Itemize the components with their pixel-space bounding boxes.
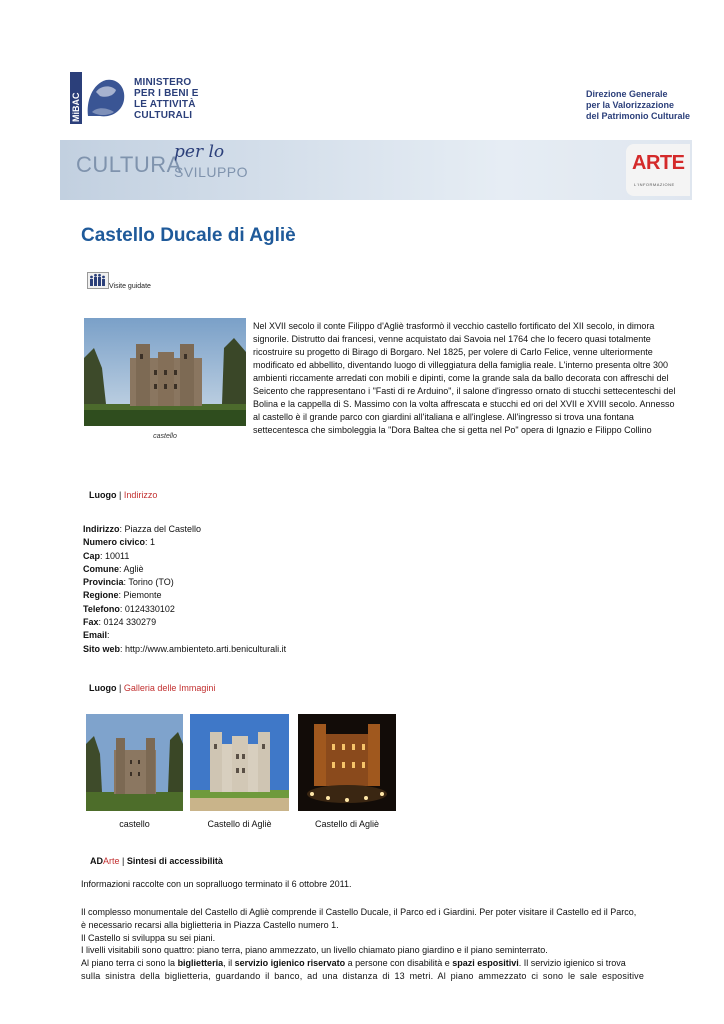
guided-tour-label[interactable]: Visite guidate — [109, 283, 151, 290]
banner-cultura: CULTURA — [76, 152, 182, 177]
arte-logo-sub: L'INFORMAZIONE — [634, 182, 675, 187]
acc-text-fragment: Al piano terra ci sono la — [81, 958, 178, 969]
ministry-line: CULTURALI — [134, 110, 193, 121]
luogo-separator: | — [119, 490, 122, 500]
banner-per-lo: per lo — [174, 142, 225, 162]
guided-tour-icon[interactable] — [87, 272, 109, 289]
acc-text-fragment: , il — [223, 958, 235, 969]
direzione-line: per la Valorizzazione — [586, 100, 675, 110]
address-value: : 0124 330279 — [98, 617, 157, 628]
direzione-line: del Patrimonio Culturale — [586, 111, 691, 121]
direzione-line: Direzione Generale — [586, 89, 668, 99]
address-label: Cap — [83, 550, 101, 561]
accessibility-intro: Informazioni raccolte con un sopralluogo terminato il 6 ottobre 2011. — [81, 879, 352, 889]
address-label: Sito web — [83, 643, 121, 654]
address-label: Regione — [83, 590, 119, 601]
accessibility-separator: | — [122, 856, 125, 866]
address-value: : Piazza del Castello — [119, 524, 202, 534]
address-row — [83, 589, 286, 602]
address-value: : Torino (TO) — [123, 577, 174, 588]
acc-bold-spazi: spazi espositivi — [452, 958, 519, 969]
address-value: : Agliè — [119, 563, 144, 574]
acc-text-fragment: a persone con disabilità e — [345, 958, 453, 969]
address-row — [83, 629, 286, 642]
address-label: Telefono — [83, 603, 120, 614]
address-label: Email — [83, 630, 108, 641]
address-row — [83, 536, 286, 549]
galleria-link[interactable]: Galleria delle Immagini — [123, 683, 216, 693]
address-row — [83, 550, 286, 563]
luogo-label: Luogo — [89, 683, 117, 693]
address-value: : 0124330102 — [119, 603, 175, 614]
accessibility-line: è necessario recarsi alla biglietteria in Piazza Castello numero 1. — [81, 919, 339, 930]
address-row — [83, 576, 286, 589]
accessibility-line: Il complesso monumentale del Castello di Agliè comprende il Castello Ducale, il Parco ed i Giardini. Per poter visitare il Castello ed il Parco, — [81, 907, 637, 917]
accessibility-line: I livelli visitabili sono quattro: piano terra, piano ammezzato, un livello chiamato piano giardino e il piano seminterrato. — [81, 945, 548, 956]
address-value: : Piemonte — [118, 590, 162, 601]
acc-text-fragment: . Il servizio igienico si trova — [518, 958, 626, 969]
gallery-caption: castello — [119, 819, 150, 829]
address-label: Indirizzo — [83, 524, 120, 534]
address-label: Fax — [83, 617, 99, 628]
banner-sviluppo: SVILUPPO — [174, 164, 249, 180]
cultura-banner — [60, 140, 692, 200]
address-value: : 1 — [145, 537, 156, 548]
gallery-photo-1[interactable] — [86, 714, 183, 811]
ministry-line: PER I BENI E — [134, 88, 199, 99]
address-block — [83, 523, 286, 656]
castle-photo-caption: castello — [153, 433, 177, 440]
address-label: Provincia — [83, 577, 124, 588]
accessibility-paragraph — [81, 906, 681, 983]
accessibility-header — [90, 856, 223, 866]
gallery-caption: Castello di Agliè — [314, 819, 380, 829]
address-value: : — [107, 630, 110, 641]
arte-logo — [626, 144, 690, 196]
section-header-galleria — [89, 683, 215, 693]
castle-description: Nel XVII secolo il conte Filippo d'Agliè trasformò il vecchio castello fortificato del XII secolo, in dimora signorile. Distrutto dai francesi, venne acquistato dai Savoia nel 1764 che lo fecero quasi totalmente ricostruire su progetto di Birago di Borgaro. Nel 1825, per volere di Carlo Felice, venne ulteriormente modificato ed abbellito, diventando luogo di villeggiatura della famiglia reale. L'interno presenta oltre 300 ambienti riccamente arredati con mobili e dipinti, come la grande sala da ballo decorata con affreschi del Seicento che rappresentano i "Fasti di re Arduino", il salone d'ingresso ornato di stucchi settecenteschi del Bolina e la cappella di S. Massimo con la volta affrescata e stucchi ed ori del XVII e XVIII secolo. Annesso al castello è il grande parco con giardini all'italiana e all'inglese. All'ingresso si trova una fontana settecentesca che simboleggia la "Dora Baltea che si getta nel Po" opera di Ignazio e Filippo Collino — [253, 321, 676, 435]
acc-bold-servizio: servizio igienico riservato — [234, 958, 346, 969]
accessibility-line — [81, 957, 681, 970]
arte-logo-word: ARTE — [632, 152, 685, 174]
section-header-indirizzo — [89, 490, 157, 500]
mibac-abbr: MiBAC — [71, 92, 81, 122]
accessibility-line: sulla sinistra della biglietteria, guardando il banco, ad una distanza di 13 metri. Al piano ammezzato ci sono le sale espositive — [81, 970, 645, 981]
address-row — [83, 603, 286, 616]
gallery-photo-2[interactable] — [190, 714, 289, 811]
accessibility-line: Il Castello si sviluppa su sei piani. — [81, 932, 216, 943]
address-label: Numero civico — [83, 537, 146, 548]
castle-photo[interactable] — [84, 318, 246, 426]
luogo-separator: | — [119, 683, 122, 693]
address-row — [83, 616, 286, 629]
ministry-name — [134, 77, 199, 121]
ad-label: AD — [90, 856, 103, 866]
mibac-logo — [70, 72, 130, 124]
ministry-line: MINISTERO — [134, 77, 192, 88]
accessibility-title: Sintesi di accessibilità — [126, 856, 223, 866]
website-link[interactable]: : http://www.ambienteto.arti.beniculturali.it — [120, 643, 287, 654]
address-value: : 10011 — [100, 550, 130, 561]
arte-label: Arte — [103, 856, 120, 866]
page-title: Castello Ducale di Agliè — [81, 225, 296, 246]
address-row — [83, 563, 286, 576]
luogo-label: Luogo — [89, 490, 117, 500]
ministry-line: LE ATTIVITÀ — [134, 99, 196, 110]
gallery-photo-3[interactable] — [298, 714, 396, 811]
gallery-caption: Castello di Agliè — [207, 819, 272, 829]
indirizzo-link[interactable]: Indirizzo — [123, 490, 158, 500]
address-row — [83, 643, 286, 656]
address-label: Comune — [83, 563, 119, 574]
acc-bold-biglietteria: biglietteria — [177, 958, 224, 969]
direzione-generale — [586, 89, 690, 122]
address-row — [83, 523, 286, 536]
